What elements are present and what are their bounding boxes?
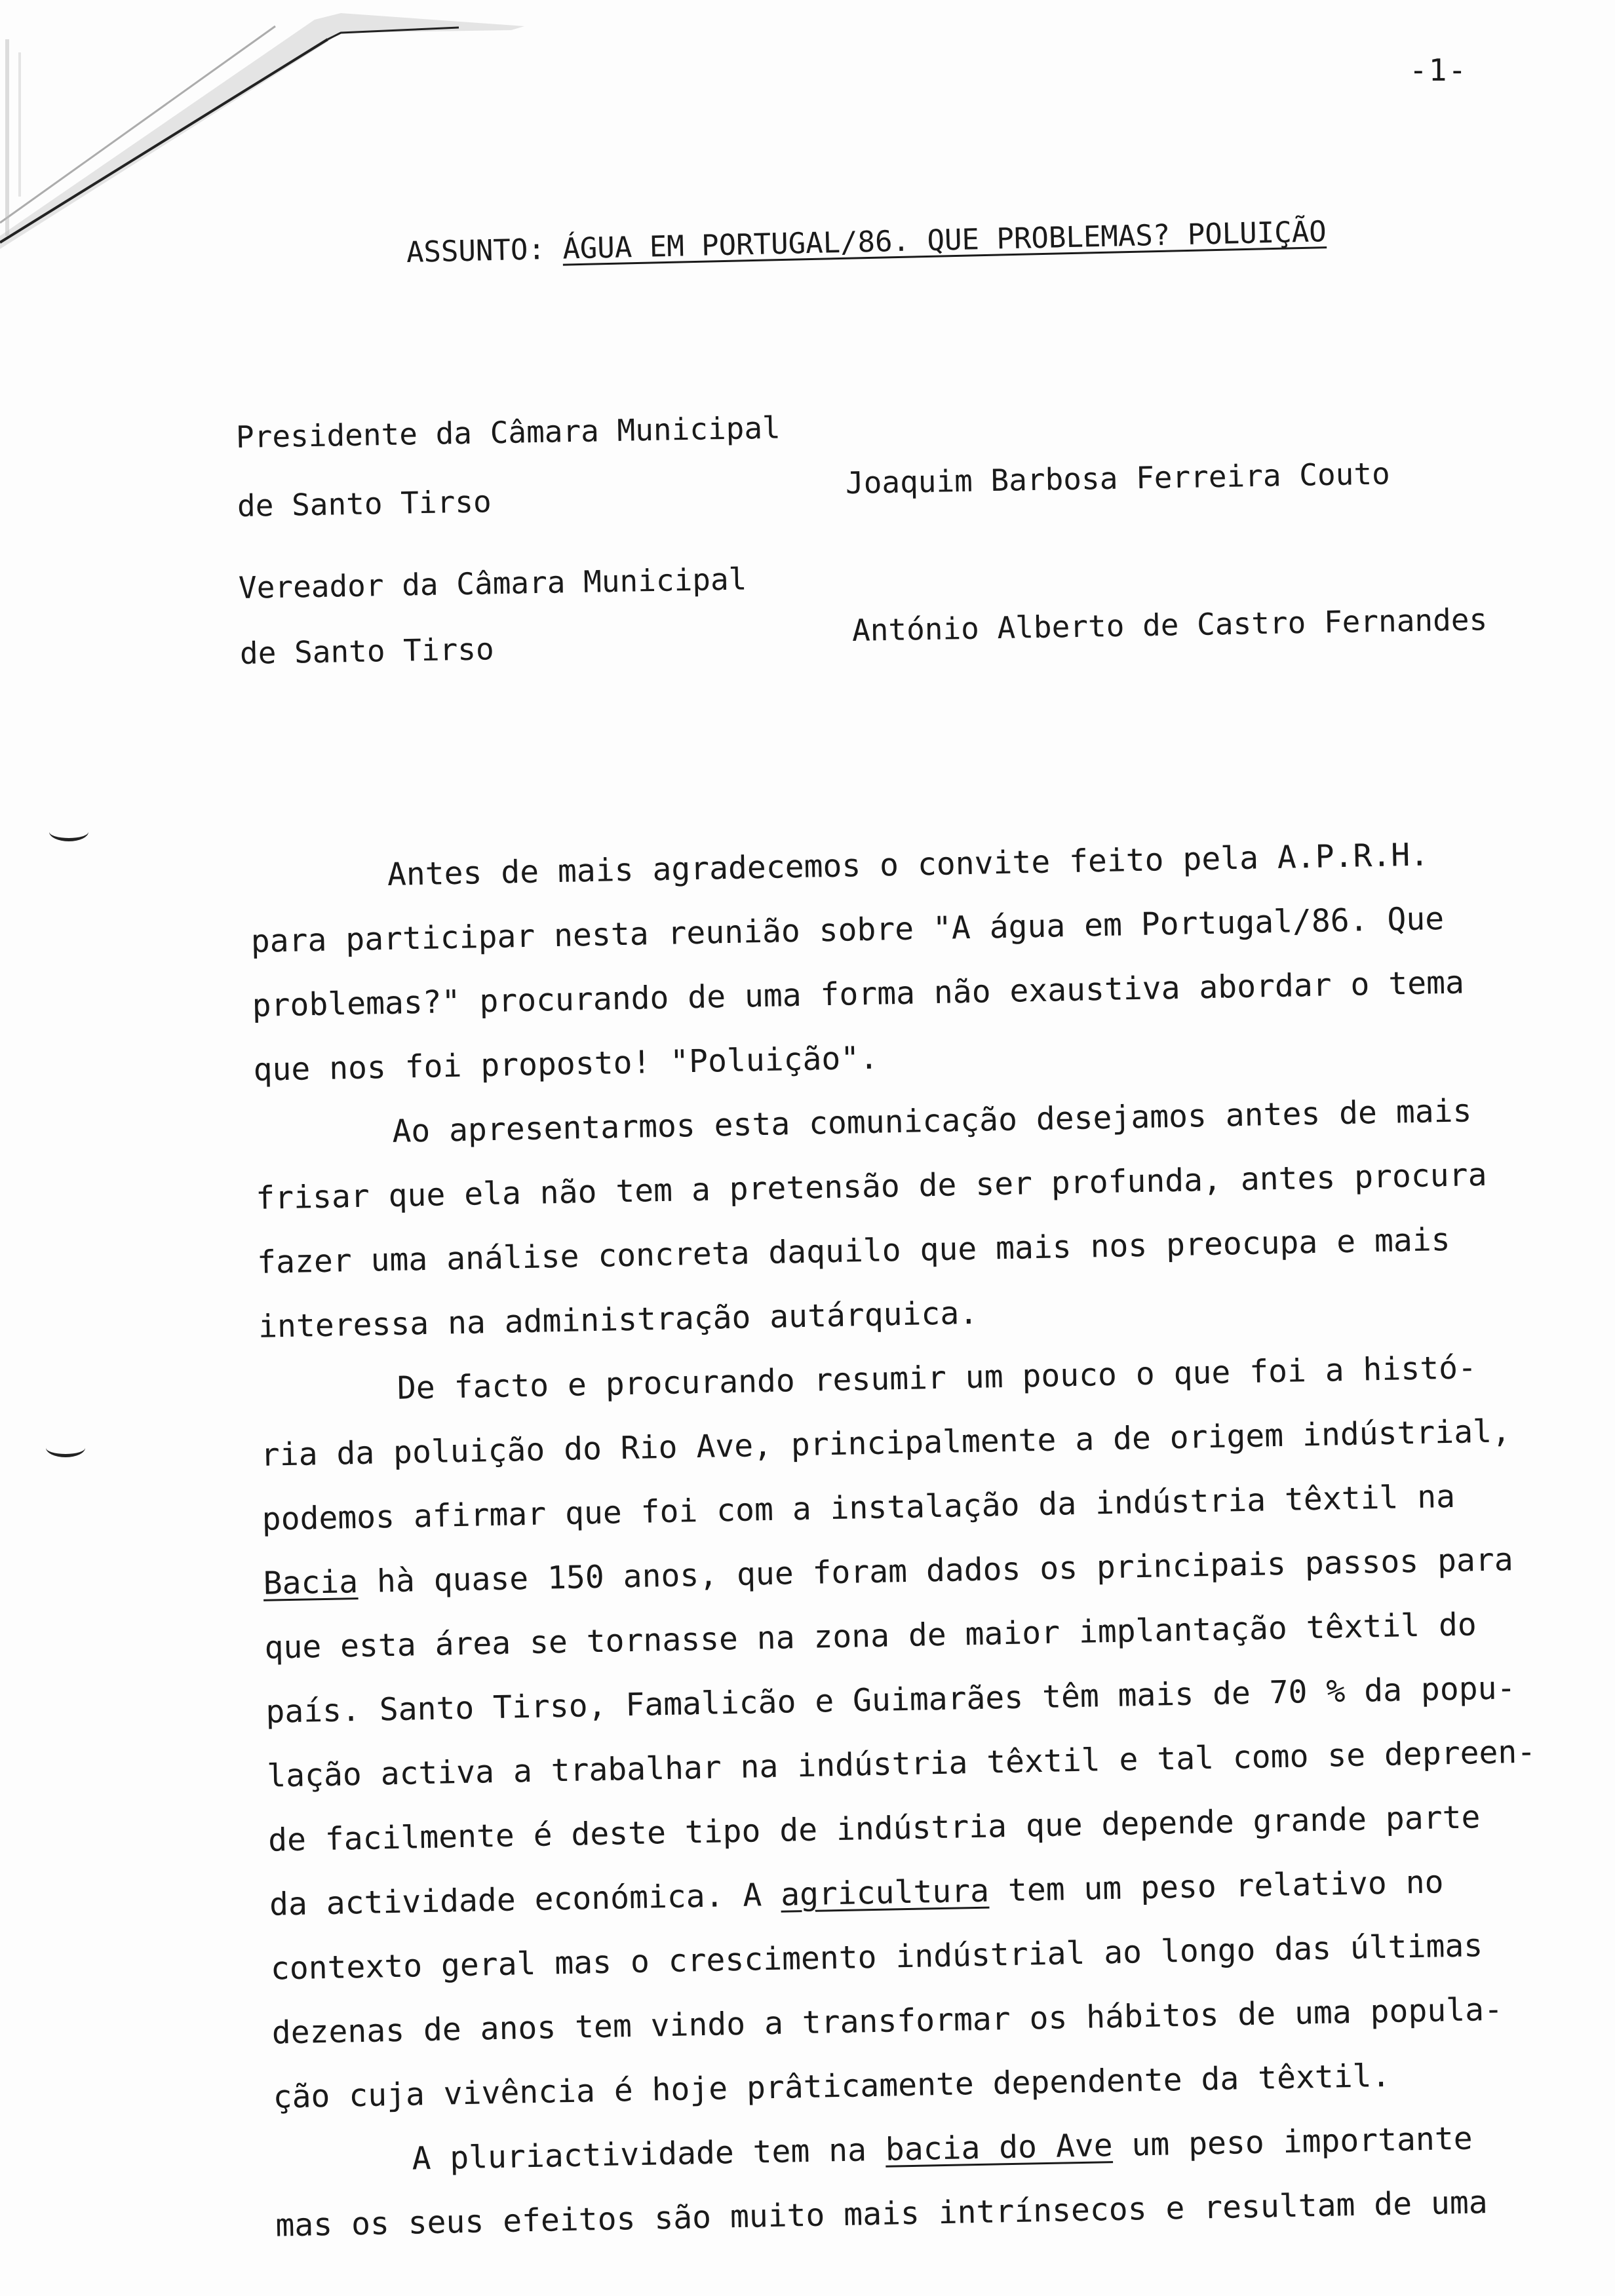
underlined-term-agricultura: agricultura — [780, 1872, 990, 1913]
text-line: dezenas de anos tem vindo a transformar os hábitos de uma popula- — [271, 1991, 1504, 2052]
signatory-1-name: Joaquim Barbosa Ferreira Couto — [845, 455, 1391, 501]
text-line: que esta área se tornasse na zona de maior implantação têxtil do — [263, 1606, 1477, 1666]
underlined-term-bacia-do-ave: bacia do Ave — [885, 2127, 1114, 2168]
text-line: fazer uma análise concreta daquilo que mais nos preocupa e mais — [256, 1221, 1451, 1281]
text-line: contexto geral mas o crescimento indústrial ao longo das últimas — [270, 1927, 1483, 1987]
text-line: Ao apresentarmos esta comunicação desejamos antes de mais — [391, 1092, 1472, 1150]
text-line: problemas?" procurando de uma forma não exaustiva abordar o tema — [252, 964, 1465, 1024]
folded-corner-artifact — [0, 0, 524, 275]
text-fragment: tem um peso relativo no — [988, 1864, 1444, 1909]
text-line: podemos afirmar que foi com a instalação da indústria têxtil na — [262, 1478, 1456, 1538]
paragraph-4 — [274, 2103, 1613, 2257]
text-line: interessa na administração autárquica. — [258, 1294, 979, 1345]
paragraph-3 — [259, 1333, 1610, 2130]
page-number: -1- — [1409, 52, 1468, 88]
subject-text: ÁGUA EM PORTUGAL/86. QUE PROBLEMAS? POLUIÇÃO — [562, 215, 1327, 266]
text-fragment: hà quase 150 anos, que foram dados os principais passos para — [357, 1541, 1514, 1601]
body-text — [249, 820, 1613, 2258]
text-line: mas os seus efeitos são muito mais intrínsecos e resultam de uma — [275, 2184, 1489, 2244]
text-line: frisar que ela não tem a pretensão de ser profunda, antes procura — [255, 1156, 1487, 1217]
signatory-1-title-line2: de Santo Tirso — [237, 484, 492, 524]
signatory-1-title-line1: Presidente da Câmara Municipal — [235, 410, 781, 455]
margin-mark — [49, 822, 88, 841]
text-line: lação activa a trabalhar na indústria têxtil e tal como se depreen- — [266, 1733, 1536, 1795]
text-fragment: da actividade económica. A — [269, 1876, 781, 1923]
subject-label: ASSUNTO: — [406, 233, 546, 269]
signatory-2-title-line2: de Santo Tirso — [239, 631, 495, 671]
paragraph-1 — [249, 820, 1591, 1102]
text-fragment: um peso importante — [1112, 2120, 1473, 2164]
signatory-2-title-line1: Vereador da Câmara Municipal — [238, 561, 747, 605]
text-line: ria da poluição do Rio Ave, principalmente a de origem indústrial, — [260, 1413, 1511, 1474]
paragraph-2 — [254, 1077, 1596, 1359]
text-line: país. Santo Tirso, Famalicão e Guimarães têm mais de 70 % da popu- — [265, 1670, 1516, 1731]
text-line: de facilmente é deste tipo de indústria que depende grande parte — [267, 1799, 1481, 1859]
text-fragment: A pluriactividade tem na — [411, 2131, 886, 2177]
text-line: Antes de mais agradecemos o convite feito pela A.P.R.H. — [387, 836, 1430, 893]
margin-mark — [46, 1438, 85, 1457]
text-line: para participar nesta reunião sobre "A água em Portugal/86. Que — [250, 900, 1445, 960]
text-line: De facto e procurando resumir um pouco o que foi a histó- — [397, 1349, 1477, 1407]
signatory-2-name: António Alberto de Castro Fernandes — [851, 602, 1488, 648]
subject-line — [406, 215, 1327, 269]
text-line: que nos foi proposto! "Poluição". — [253, 1039, 879, 1088]
text-line: ção cuja vivência é hoje prâticamente dependente da têxtil. — [273, 2057, 1391, 2116]
underlined-term-bacia: Bacia — [263, 1563, 359, 1602]
